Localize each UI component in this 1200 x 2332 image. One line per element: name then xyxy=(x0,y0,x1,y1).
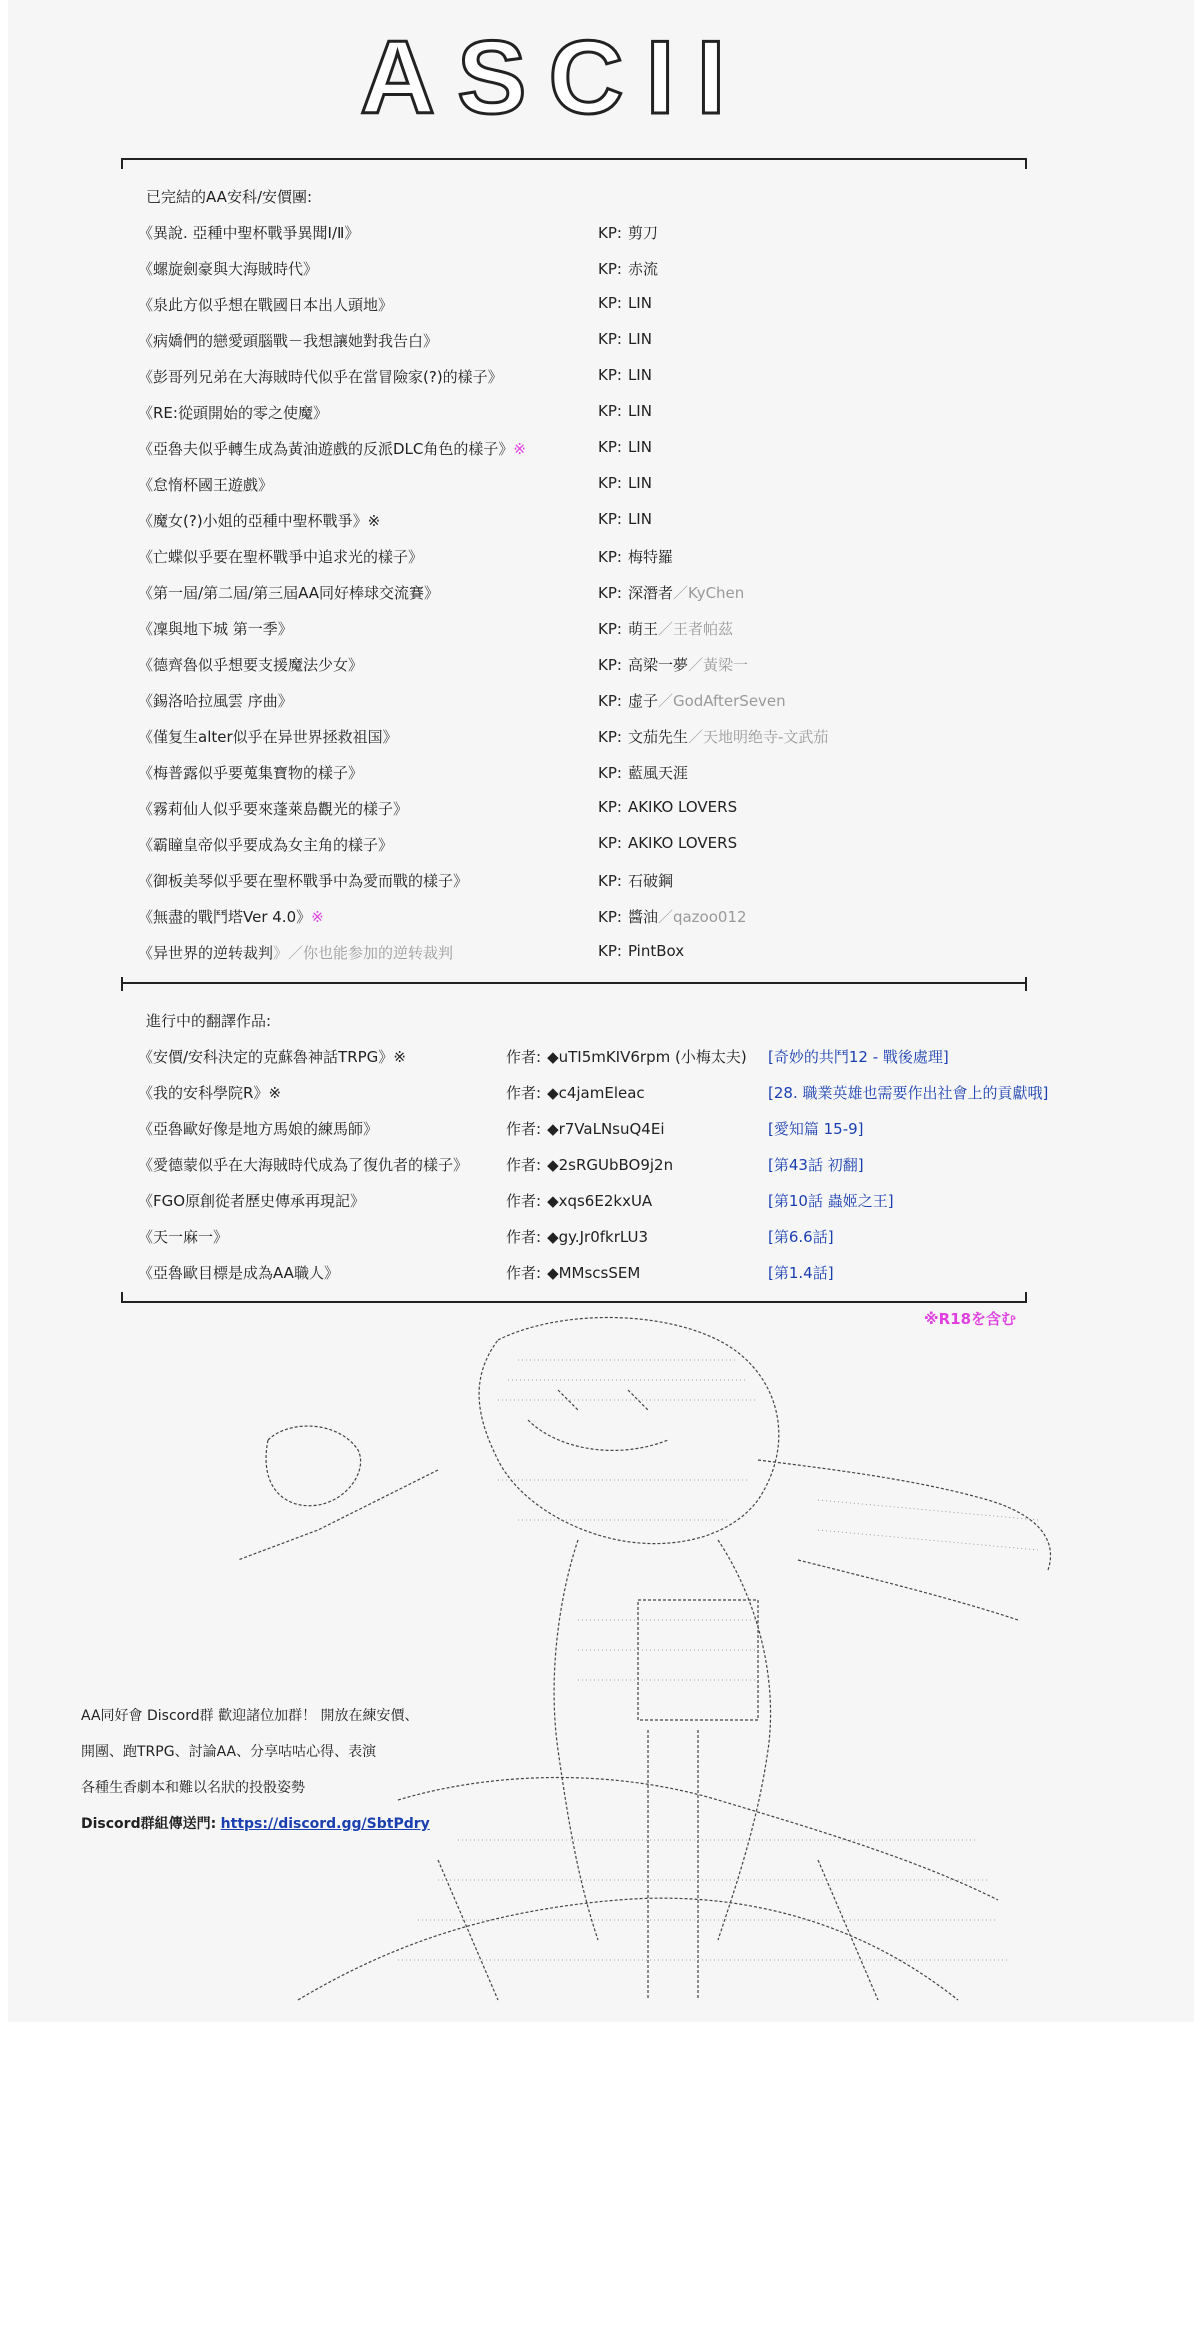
work-title xyxy=(138,510,380,531)
work-title-text: 《御板美琴似乎要在聖杯戰爭中為愛而戰的樣子》 xyxy=(138,872,469,890)
kp-name: 高梁一夢 xyxy=(627,656,688,674)
work-title xyxy=(138,1190,365,1211)
work-title xyxy=(138,330,438,351)
progress-link[interactable]: [28. 職業英雄也需要作出社會上的貢獻哦] xyxy=(768,1084,1049,1102)
work-title xyxy=(138,1226,228,1247)
work-title-text: 《異說. 亞種中聖杯戰爭異聞Ⅰ/Ⅱ》 xyxy=(138,224,360,242)
progress-link[interactable]: [奇妙的共鬥12 - 戰後處理] xyxy=(768,1048,949,1066)
work-title-text: 《病嬌們的戀愛頭腦戰－我想讓她對我告白》 xyxy=(138,332,439,350)
kp-label: KP: xyxy=(598,224,622,242)
kp-name: 虚子 xyxy=(627,692,658,710)
ascii-art-illustration xyxy=(198,1300,1108,2010)
work-title xyxy=(138,474,273,495)
kp-label: KP: xyxy=(598,764,622,782)
kp-info xyxy=(598,222,658,243)
work-title-text: 《錫洛哈拉風雲 序曲》 xyxy=(138,692,293,710)
kp-info xyxy=(598,474,652,492)
work-title-text: 《霸瞳皇帝似乎要成為女主角的樣子》 xyxy=(138,836,394,854)
author-trip: ◆uTI5mKIV6rpm (小梅太夫) xyxy=(547,1048,747,1066)
work-title-text: 《FGO原創從者歷史傳承再現記》 xyxy=(138,1192,366,1210)
work-title-text: 《霧莉仙人似乎要來蓬萊島觀光的樣子》 xyxy=(138,800,409,818)
kp-name: 剪刀 xyxy=(627,224,658,242)
kp-info xyxy=(598,618,733,639)
kp-info xyxy=(598,582,744,603)
community-line: 開團、跑TRPG、討論AA、分享咕咕心得、表演 xyxy=(81,1744,377,1760)
kp-info xyxy=(598,834,737,852)
work-title xyxy=(138,1082,281,1103)
work-title-text: 《泉此方似乎想在戰國日本出人頭地》 xyxy=(138,296,394,314)
kp-info xyxy=(598,438,652,456)
author-trip: ◆r7VaLNsuQ4Ei xyxy=(547,1120,665,1138)
discord-link[interactable]: https://discord.gg/SbtPdry xyxy=(220,1816,430,1832)
kp-label: KP: xyxy=(598,366,622,384)
work-title xyxy=(138,402,328,423)
work-title-alt: 》／你也能参加的逆转裁判 xyxy=(273,944,454,962)
kp-alt-name: ／qazoo012 xyxy=(657,908,747,926)
author-info xyxy=(506,1190,652,1211)
author-info xyxy=(506,1082,645,1103)
r18-mark: ※ xyxy=(513,440,526,458)
work-title-text: 《螺旋劍豪與大海賊時代》 xyxy=(138,260,319,278)
community-line: 各種生香劇本和難以名狀的投骰姿勢 xyxy=(81,1780,305,1796)
work-title xyxy=(138,690,293,711)
kp-label: KP: xyxy=(598,438,622,456)
author-info xyxy=(506,1154,673,1175)
kp-name: 石破鋼 xyxy=(627,872,673,890)
kp-alt-name: ／KyChen xyxy=(672,584,745,602)
kp-alt-name: ／GodAfterSeven xyxy=(657,692,786,710)
author-info xyxy=(506,1118,665,1139)
kp-label: KP: xyxy=(598,584,622,602)
kp-name: 深潛者 xyxy=(627,584,673,602)
work-title xyxy=(138,546,423,567)
work-title-text: 《彭哥列兄弟在大海賊時代似乎在當冒險家(?)的樣子》 xyxy=(138,368,503,386)
r18-mark: ※ xyxy=(311,908,324,926)
work-title-text: 《凜與地下城 第一季》 xyxy=(138,620,293,638)
work-title xyxy=(138,582,439,603)
work-title xyxy=(138,654,363,675)
kp-label: KP: xyxy=(598,834,622,852)
work-title xyxy=(138,1118,378,1139)
progress-link[interactable]: [第1.4話] xyxy=(768,1264,834,1282)
kp-name: PintBox xyxy=(627,942,685,960)
work-title-text: 《亞魯夫似乎轉生成為黃油遊戲的反派DLC角色的樣子》 xyxy=(138,440,514,458)
kp-info xyxy=(598,366,652,384)
kp-label: KP: xyxy=(598,402,622,420)
kp-label: KP: xyxy=(598,548,622,566)
kp-info xyxy=(598,762,688,783)
kp-info xyxy=(598,870,673,891)
kp-name: 赤流 xyxy=(627,260,658,278)
kp-label: KP: xyxy=(598,872,622,890)
kp-name: 萌王 xyxy=(627,620,658,638)
work-title-text: 《亡蝶似乎要在聖杯戰爭中追求光的樣子》 xyxy=(138,548,424,566)
kp-info xyxy=(598,294,652,312)
kp-info xyxy=(598,690,786,711)
author-label: 作者: xyxy=(506,1120,542,1138)
kp-name: AKIKO LOVERS xyxy=(627,834,738,852)
work-title xyxy=(138,906,324,927)
discord-label: Discord群組傳送門: xyxy=(81,1816,217,1832)
kp-label: KP: xyxy=(598,728,622,746)
work-title-text: 《梅普露似乎要蒐集寶物的樣子》 xyxy=(138,764,364,782)
work-title xyxy=(138,258,318,279)
progress-link[interactable]: [第6.6話] xyxy=(768,1228,834,1246)
author-label: 作者: xyxy=(506,1228,542,1246)
kp-info xyxy=(598,798,737,816)
ascii-logo: ASCII xyxy=(360,20,748,136)
page-sheet xyxy=(8,0,1194,2022)
work-title xyxy=(138,222,359,243)
work-title xyxy=(138,870,468,891)
kp-label: KP: xyxy=(598,260,622,278)
work-title xyxy=(138,798,408,819)
kp-alt-name: ／黃梁一 xyxy=(687,656,748,674)
work-title xyxy=(138,618,293,639)
kp-name: AKIKO LOVERS xyxy=(627,798,738,816)
kp-name: LIN xyxy=(627,294,652,312)
work-title-text: 《第一屆/第二屆/第三屆AA同好棒球交流賽》 xyxy=(138,584,440,602)
author-label: 作者: xyxy=(506,1264,542,1282)
kp-name: 梅特羅 xyxy=(627,548,673,566)
kp-info xyxy=(598,942,684,960)
kp-label: KP: xyxy=(598,330,622,348)
r18-mark: ※ xyxy=(268,1084,282,1102)
progress-link[interactable]: [第10話 蟲姬之王] xyxy=(768,1192,894,1210)
work-title-text: 《僅复生alter似乎在异世界拯救祖国》 xyxy=(138,728,398,746)
work-title-text: 《安價/安科決定的克蘇魯神話TRPG》 xyxy=(138,1048,394,1066)
ongoing-heading: 進行中的翻譯作品: xyxy=(146,1012,272,1030)
r18-mark: ※ xyxy=(393,1048,406,1066)
work-title xyxy=(138,1154,468,1175)
work-title-text: 《魔女(?)小姐的亞種中聖杯戰爭》※ xyxy=(138,512,381,530)
r18-note: ※R18を含む xyxy=(924,1310,1017,1328)
kp-info xyxy=(598,546,673,567)
kp-info xyxy=(598,726,828,747)
kp-label: KP: xyxy=(598,942,622,960)
kp-label: KP: xyxy=(598,656,622,674)
middle-divider xyxy=(121,982,1027,984)
work-title-text: 《無盡的戰鬥塔Ver 4.0》 xyxy=(138,908,312,926)
kp-name: 醬油 xyxy=(627,908,658,926)
author-info xyxy=(506,1046,747,1067)
kp-name: LIN xyxy=(627,366,652,384)
work-title-text: 《异世界的逆转裁判 xyxy=(138,944,274,962)
author-label: 作者: xyxy=(506,1084,542,1102)
kp-name: 文茄先生 xyxy=(627,728,688,746)
progress-link[interactable]: [第43話 初翻] xyxy=(768,1156,864,1174)
work-title-text: 《亞魯歐目標是成為AA職人》 xyxy=(138,1264,339,1282)
author-trip: ◆gy.Jr0fkrLU3 xyxy=(547,1228,649,1246)
author-trip: ◆c4jamEleac xyxy=(547,1084,645,1102)
top-divider xyxy=(121,158,1027,160)
kp-label: KP: xyxy=(598,620,622,638)
author-info xyxy=(506,1262,640,1283)
kp-label: KP: xyxy=(598,798,622,816)
kp-alt-name: ／天地明绝寺-文武茄 xyxy=(687,728,829,746)
author-trip: ◆xqs6E2kxUA xyxy=(547,1192,653,1210)
completed-heading: 已完結的AA安科/安價團: xyxy=(146,188,313,206)
work-title xyxy=(138,726,398,747)
work-title-text: 《亞魯歐好像是地方馬娘的練馬師》 xyxy=(138,1120,379,1138)
author-label: 作者: xyxy=(506,1156,542,1174)
work-title xyxy=(138,438,526,459)
kp-label: KP: xyxy=(598,510,622,528)
work-title xyxy=(138,294,393,315)
work-title-text: 《RE:從頭開始的零之使魔》 xyxy=(138,404,328,422)
work-title xyxy=(138,942,453,963)
kp-name: 藍風天涯 xyxy=(627,764,688,782)
work-title-text: 《天一麻一》 xyxy=(138,1228,229,1246)
author-label: 作者: xyxy=(506,1048,542,1066)
kp-info xyxy=(598,906,747,927)
author-trip: ◆MMscsSEM xyxy=(547,1264,641,1282)
kp-name: LIN xyxy=(627,510,652,528)
progress-link[interactable]: [愛知篇 15-9] xyxy=(768,1120,864,1138)
work-title xyxy=(138,1046,406,1067)
work-title xyxy=(138,834,393,855)
work-title xyxy=(138,762,363,783)
kp-name: LIN xyxy=(627,474,652,492)
community-notice xyxy=(81,1698,471,1842)
kp-name: LIN xyxy=(627,330,652,348)
kp-name: LIN xyxy=(627,438,652,456)
kp-info xyxy=(598,654,748,675)
work-title-text: 《怠惰杯國王遊戲》 xyxy=(138,476,274,494)
kp-alt-name: ／王者帕茲 xyxy=(657,620,733,638)
work-title xyxy=(138,366,503,387)
work-title-text: 《愛德蒙似乎在大海賊時代成為了復仇者的樣子》 xyxy=(138,1156,469,1174)
author-info xyxy=(506,1226,648,1247)
work-title-text: 《我的安科學院R》 xyxy=(138,1084,269,1102)
kp-info xyxy=(598,330,652,348)
kp-label: KP: xyxy=(598,908,622,926)
kp-info xyxy=(598,258,658,279)
author-trip: ◆2sRGUbBO9j2n xyxy=(547,1156,674,1174)
work-title-text: 《德齊魯似乎想要支援魔法少女》 xyxy=(138,656,364,674)
kp-info xyxy=(598,402,652,420)
kp-label: KP: xyxy=(598,474,622,492)
kp-name: LIN xyxy=(627,402,652,420)
work-title xyxy=(138,1262,339,1283)
community-line: AA同好會 Discord群 歡迎諸位加群！ 開放在練安價、 xyxy=(81,1708,419,1724)
kp-info xyxy=(598,510,652,528)
author-label: 作者: xyxy=(506,1192,542,1210)
kp-label: KP: xyxy=(598,294,622,312)
kp-label: KP: xyxy=(598,692,622,710)
discord-row xyxy=(81,1806,471,1842)
